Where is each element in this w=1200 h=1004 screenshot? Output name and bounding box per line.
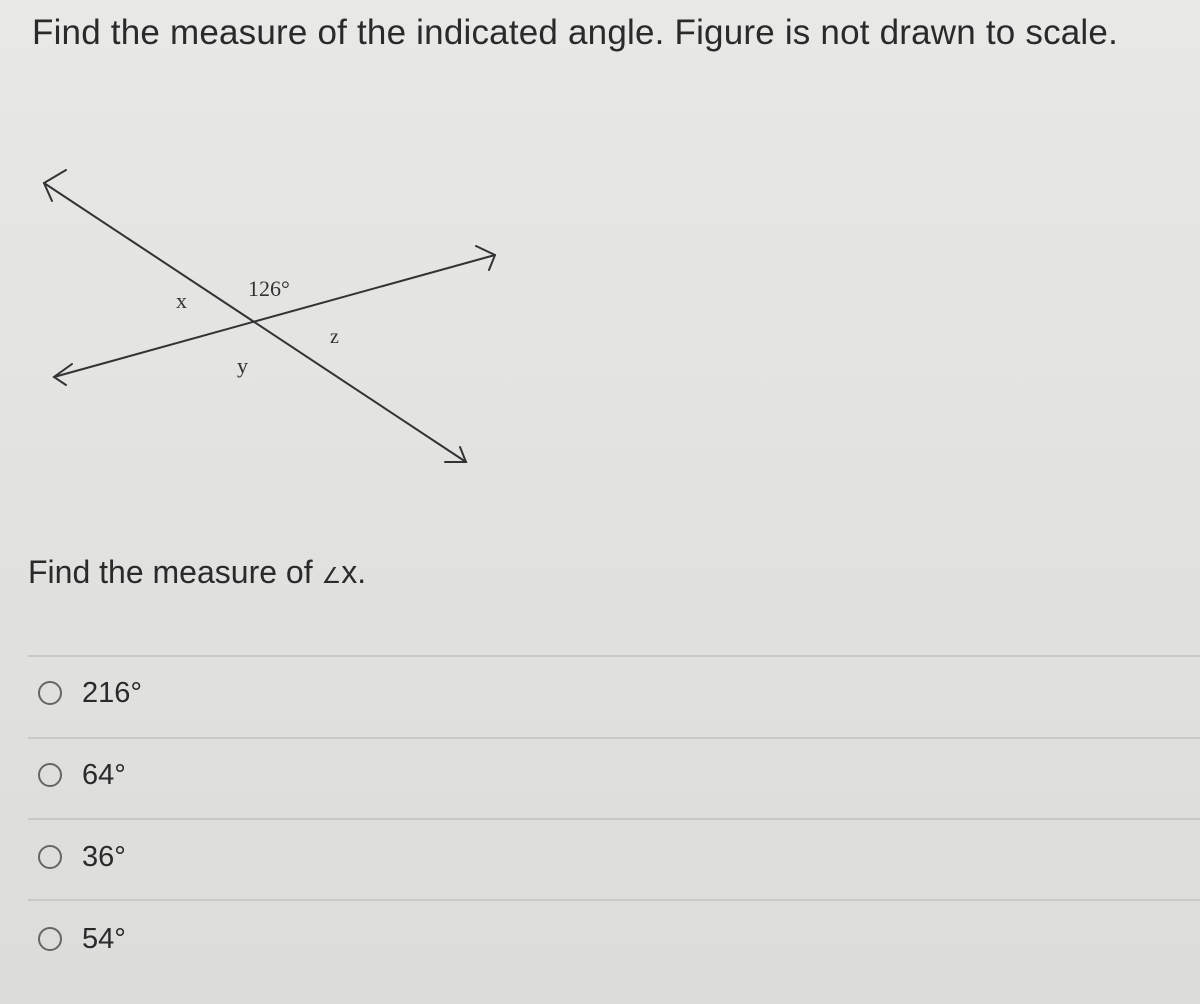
radio-button[interactable] [38,763,62,787]
question-variable: x. [341,554,367,590]
question-text [28,553,366,591]
option-divider [28,818,1200,820]
answer-option-54[interactable] [0,899,1200,969]
question-prefix: Find the measure of [28,554,322,590]
answer-option-label: 64° [82,759,126,791]
transversal-line-1 [44,183,466,462]
radio-button[interactable] [38,681,62,705]
radio-button[interactable] [38,845,62,869]
question-instruction: Find the measure of the indicated angle. Figure is not drawn to scale. [32,13,1118,52]
answer-option-36[interactable] [0,818,1200,888]
angle-x-label: x [176,288,187,313]
answer-option-label: 36° [82,841,126,873]
angle-symbol: ∠ [321,563,342,588]
radio-button[interactable] [38,927,62,951]
angle-y-label: y [237,353,248,378]
answer-option-label: 216° [82,677,142,709]
option-divider [28,655,1200,657]
answer-option-64[interactable] [0,737,1200,807]
angle-126-label: 126° [248,276,290,301]
transversal-line-2 [54,255,495,377]
arrowhead-lower-right-icon [445,447,466,462]
angle-z-label: z [330,326,339,348]
answer-option-216[interactable] [0,655,1200,725]
arrowhead-upper-left-icon [44,170,66,201]
arrowhead-upper-right-icon [476,246,495,270]
arrowhead-lower-left-icon [54,364,72,385]
option-divider [28,899,1200,901]
answer-option-label: 54° [82,923,126,955]
option-divider [28,737,1200,739]
